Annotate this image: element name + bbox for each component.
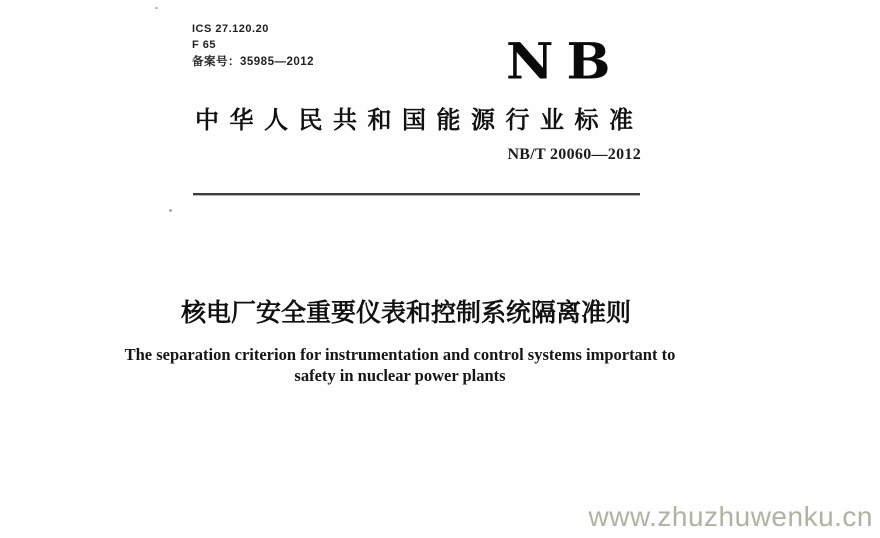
ics-code: ICS 27.120.20 — [192, 23, 269, 35]
scan-artifact — [155, 7, 158, 9]
nb-logo: NB — [506, 32, 624, 91]
document-title-english — [0, 344, 800, 386]
scan-artifact — [169, 209, 172, 212]
standard-number: NB/T 20060—2012 — [507, 146, 641, 163]
document-codes-block — [192, 21, 314, 70]
standard-category-title: 中华人民共和国能源行业标准 — [195, 107, 644, 134]
document-title-english-line2: safety in nuclear power plants — [294, 366, 506, 385]
document-title-english-line1: The separation criterion for instrumentation and control systems important to — [124, 345, 676, 364]
classification-code: F 65 — [192, 39, 217, 51]
record-number: 备案号：35985—2012 — [192, 56, 315, 68]
header-divider-rule — [193, 193, 640, 195]
document-title-chinese: 核电厂安全重要仪表和控制系统隔离准则 — [180, 299, 631, 327]
watermark-text: www.zhuzhuwenku.cn — [588, 501, 873, 532]
